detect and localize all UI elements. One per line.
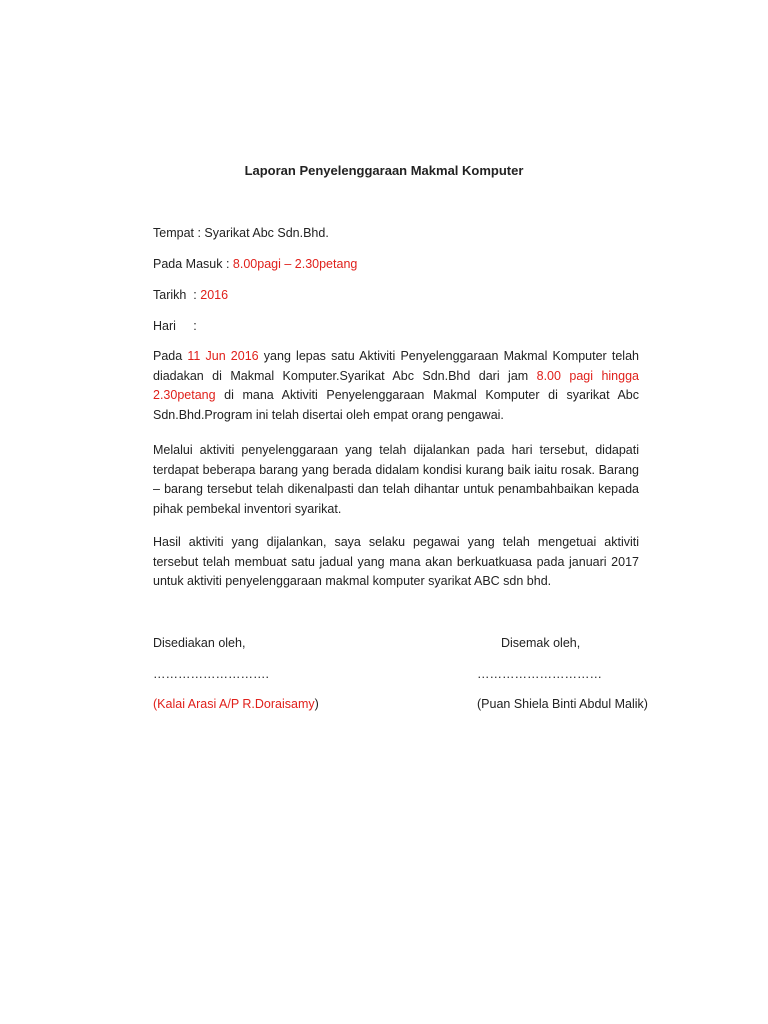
tempat-value: Syarikat Abc Sdn.Bhd. [204,226,329,240]
document-title: Laporan Penyelenggaraan Makmal Komputer [244,163,524,178]
paragraph-3 [153,533,639,592]
para1-time: 8.00 pagi hingga 2.30petang [153,368,639,402]
tempat-line [153,226,329,240]
checked-by-name: (Puan Shiela Binti Abdul Malik) [477,697,648,711]
checked-by-heading: Disemak oleh, [501,636,581,650]
prepared-by-name [153,697,319,711]
pada-masuk-label: Pada Masuk : [153,257,230,271]
para2-text: Melalui aktiviti penyelenggaraan yang telah dijalankan pada hari tersebut, didapati terdapat beberapa barang yang berada didalam kondisi kurang baik iaitu rosak. Barang – barang tersebut telah dikenalpasti dan telah dihantar untuk penambahbaikan kepada pihak pembekal inventori syarikat. [153,443,639,516]
pada-masuk-line [153,257,357,271]
para1-text-1: Pada [153,349,188,363]
tempat-label: Tempat : [153,226,201,240]
hari-line [153,319,197,333]
prepared-by-signature-line: ………………………. [153,667,269,681]
prepared-by-heading: Disediakan oleh, [153,636,246,650]
tarikh-label: Tarikh : [153,288,197,302]
para3-text: Hasil aktiviti yang dijalankan, saya selaku pegawai yang telah mengetuai aktiviti tersebut telah membuat satu jadual yang mana akan berkuatkuasa pada januari 2017 untuk aktiviti penyelenggaraan makmal komputer syarikat ABC sdn bhd. [153,535,639,588]
checked-by-signature-line: ………………………… [477,667,602,681]
prepared-by-name-text: Kalai Arasi A/P R.Doraisamy [157,697,315,711]
tarikh-value: 2016 [200,288,229,302]
prepared-by-close-paren: ) [314,697,319,711]
hari-label: Hari : [153,319,197,333]
para1-text-2: yang lepas satu Aktiviti Penyelenggaraan Makmal Komputer telah diadakan di Makmal Komputer.Syarikat Abc Sdn.Bhd dari jam [153,349,639,383]
para1-text-3: di mana Aktiviti Penyelenggaraan Makmal Komputer di syarikat Abc Sdn.Bhd.Program ini telah disertai oleh empat orang pengawai. [153,388,639,422]
para1-date: 11 Jun 2016 [187,349,259,363]
tarikh-line [153,288,228,302]
pada-masuk-value: 8.00pagi – 2.30petang [232,257,358,271]
prepared-by-open-paren: ( [153,697,158,711]
paragraph-2 [153,441,639,519]
paragraph-1 [153,347,639,425]
